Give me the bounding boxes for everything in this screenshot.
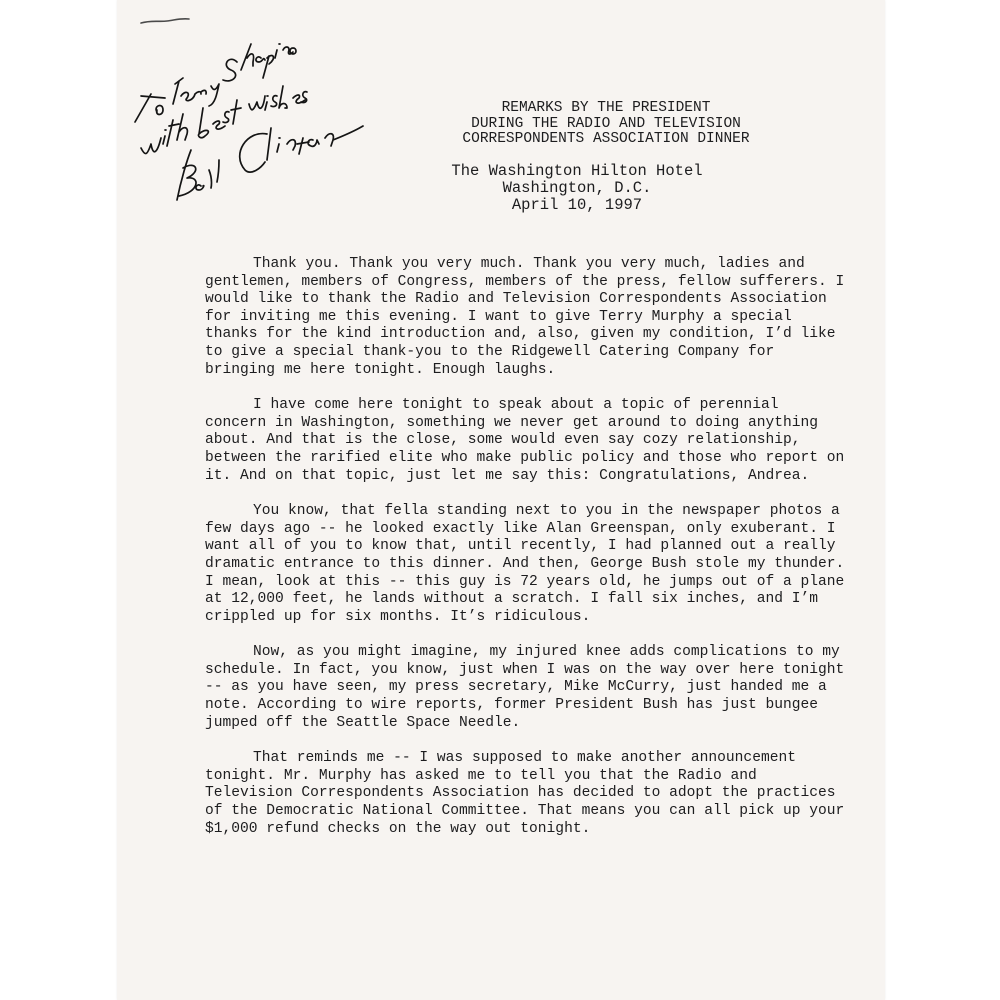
title-line-3: CORRESPONDENTS ASSOCIATION DINNER <box>462 131 750 147</box>
document-page <box>117 0 885 1000</box>
title-line-2: DURING THE RADIO AND TELEVISION <box>471 115 741 132</box>
paragraph: I have come here tonight to speak about a topic of perennial concern in Washington, something we never get around to doing anything about. And that is the close, some would even say cozy relationship, between the rarified elite who make public policy and those who report on it. And on that topic, just let me say this: Congratulations, Andrea. <box>205 397 845 484</box>
title-line-1: REMARKS BY THE PRESIDENT <box>501 100 711 116</box>
paragraph: Now, as you might imagine, my injured knee adds complications to my schedule. In fact, you know, just when I was on the way over here tonight -- as you have seen, my press secretary, Mike McCurry, just handed me a note. According to wire reports, former President Bush has just bungee jumped off the Seattle Space Needle. <box>205 644 845 731</box>
speech-date: April 10, 1997 <box>511 196 643 214</box>
speech-body <box>205 256 845 856</box>
venue-name: The Washington Hilton Hotel <box>451 162 703 180</box>
paragraph: You know, that fella standing next to you in the newspaper photos a few days ago -- he looked exactly like Alan Greenspan, only exuberant. I want all of you to know that, until recently, I had planned out a really dramatic entrance to this dinner. And then, George Bush stole my thunder. I mean, look at this -- this guy is 72 years old, he jumps out of a plane at 12,000 feet, he lands without a scratch. I fall six inches, and I’m crippled up for six months. It’s ridiculous. <box>205 503 845 625</box>
venue-block <box>193 163 885 214</box>
paragraph: Thank you. Thank you very much. Thank you very much, ladies and gentlemen, members of Congress, members of the press, fellow sufferers. I would like to thank the Radio and Television Correspondents Association for inviting me this evening. I want to give Terry Murphy a special thanks for the kind introduction and, also, given my condition, I’d like to give a special thank-you to the Ridgewell Catering Company for bringing me here tonight. Enough laughs. <box>205 256 845 378</box>
venue-city: Washington, D.C. <box>502 179 652 197</box>
paragraph: That reminds me -- I was supposed to make another announcement tonight. Mr. Murphy has asked me to tell you that the Radio and Television Correspondents Association has decided to adopt the practices of the Democratic National Committee. That means you can all pick up your $1,000 refund checks on the way out tonight. <box>205 750 845 837</box>
speech-title <box>222 101 885 148</box>
